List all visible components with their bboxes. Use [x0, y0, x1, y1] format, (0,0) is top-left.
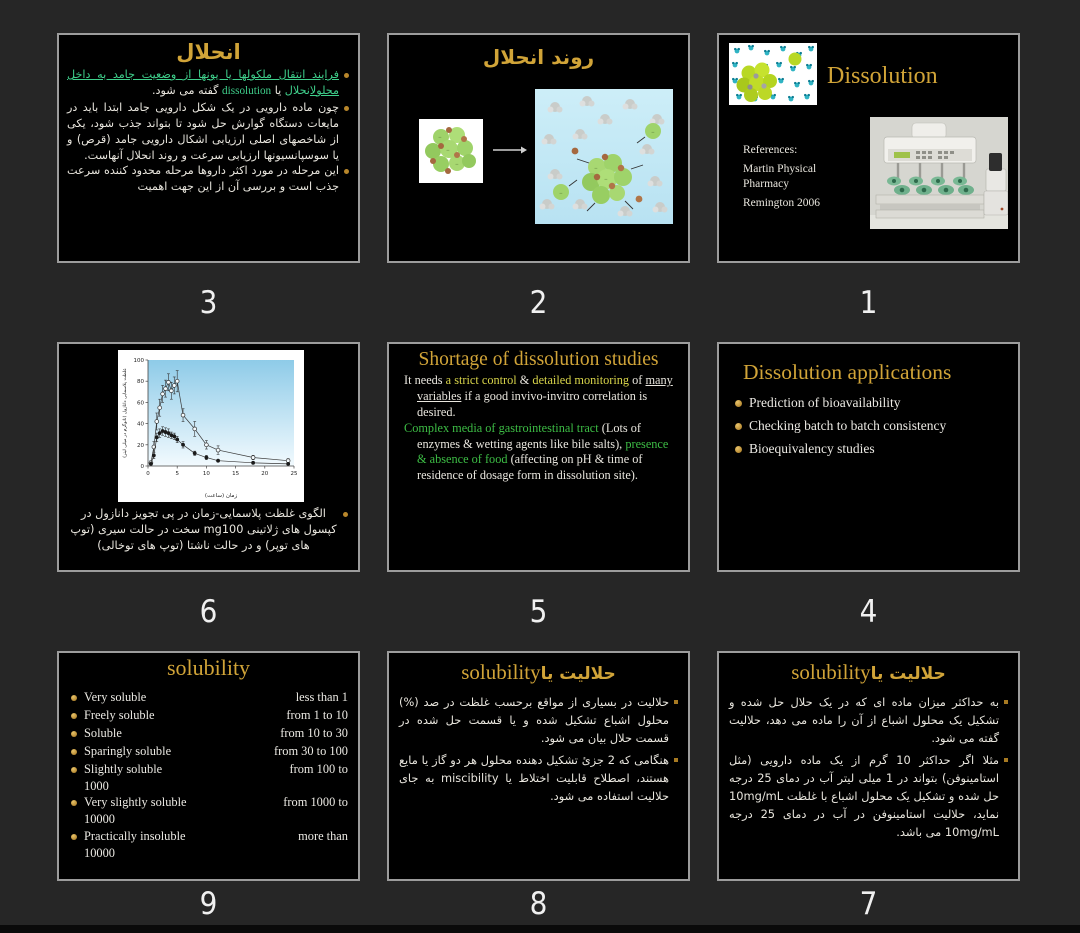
- slide7-bullet-2: مثلا اگر حداکثر 10 گرم از یک ماده دارویی (مثل استامینوفن) بتواند در 1 میلی لیتر آب در دمای 25 درجه حل شده و تشکیل یک محلول اشباع با غلظت 10mg/mL نماید، حلالیت استامینوفن در آب در دمای 25 درجه 10mg/mL می باشد.: [729, 751, 1008, 841]
- table-row-continuation: 1000: [84, 778, 109, 793]
- svg-text:−: −: [446, 148, 450, 154]
- danazol-plasma-chart: [118, 350, 304, 502]
- slide-thumbnail-5[interactable]: [387, 342, 690, 572]
- arrow-icon: [493, 145, 527, 155]
- slide-thumbnail-4[interactable]: [717, 342, 1020, 572]
- svg-text:20: 20: [261, 471, 269, 477]
- slide5-paragraph-2: Complex media of gastrointestinal tract (Lots of enzymes & wetting agents like bile salts), presence & absence of food (affecting on pH & time of residence of dosage form in dissolution site).: [404, 421, 669, 483]
- slide4-bullet-3: Bioequivalency studies: [735, 441, 1018, 457]
- slide8-bullet-1: حلالیت در بسیاری از مواقع برحسب غلظت در صد (%) محلول اشباع تشکیل شده و یا قسمت حل شده در قسمت حلال بیان می شود.: [399, 693, 678, 747]
- slide9-title: solubility: [166, 655, 251, 680]
- svg-text:زمان (ساعت): زمان (ساعت): [204, 493, 238, 499]
- svg-text:0: 0: [140, 464, 144, 470]
- table-row: Practically insoluble more than: [71, 828, 348, 846]
- dissolution-tester-photo: [870, 117, 1008, 229]
- svg-text:20: 20: [137, 442, 144, 449]
- table-row: Very soluble less than 1: [71, 689, 348, 707]
- slide1-references: References: Martin Physical Pharmacy Remington 2006: [743, 144, 820, 209]
- svg-text:15: 15: [232, 471, 240, 477]
- bullet-square-icon: [674, 758, 678, 762]
- bullet-dot-icon: [735, 400, 742, 407]
- slide-thumbnail-1[interactable]: [717, 33, 1020, 263]
- bullet-dot-icon: [71, 731, 77, 737]
- slide3-bullet-2: چون ماده دارویی در یک شکل دارویی جامد ابتدا باید در مایعات دستگاه گوارش حل شود تا بتواند جذب شود، یکی از شاخصهای اصلی ارزیابی اشکال دارویی جامد (قرص) و یا سوسپانسیونها ارزیابی سرعت و روند انحلال آنهاست.: [67, 100, 349, 164]
- svg-text:25: 25: [290, 471, 298, 477]
- bullet-square-icon: [1004, 758, 1008, 762]
- slide6-caption: الگوی غلظت پلاسمایی-زمان در پی تجویز دانازول در کپسول های ژلاتینی mg100 سخت در حالت سیری (توپ های توپر) و در حالت ناشتا (توپ های توخالی): [69, 506, 348, 554]
- bullet-square-icon: [1004, 700, 1008, 704]
- bullet-dot-icon: [343, 512, 348, 517]
- table-row: Sparingly soluble from 30 to 100: [71, 743, 348, 761]
- slide-thumbnail-6[interactable]: [57, 342, 360, 572]
- slide-number-label: 3: [199, 284, 218, 321]
- slide-number-label: 6: [199, 593, 218, 630]
- slide-thumbnail-9[interactable]: [57, 651, 360, 881]
- danazol-chart-svg: [118, 350, 304, 502]
- slide-thumbnail-2[interactable]: [387, 33, 690, 263]
- slide7-title: حلالیت یاsolubility: [791, 660, 946, 684]
- svg-text:10: 10: [202, 471, 210, 477]
- slide-thumbnail-8[interactable]: [387, 651, 690, 881]
- svg-text:0: 0: [146, 471, 150, 477]
- slide-thumbnail-7[interactable]: [717, 651, 1020, 881]
- slide4-bullet-1: Prediction of bioavailability: [735, 395, 1018, 411]
- slide-number-label: 5: [529, 593, 548, 630]
- bullet-dot-icon: [71, 800, 77, 806]
- svg-text:5: 5: [175, 471, 179, 477]
- bullet-dot-icon: [71, 767, 77, 773]
- table-row-continuation: 10000: [84, 812, 115, 827]
- svg-text:غلظت پلاسمایی دانازول (نانوگرم: غلظت پلاسمایی دانازول (نانوگرم در میلی لیتر): [123, 368, 128, 458]
- slide-number-label: 1: [859, 284, 878, 321]
- slide1-title: Dissolution: [827, 63, 938, 89]
- slide3-bullet-1: فرایند انتقال ملکولها یا یونها از وضعیت جامد به داخل محلولانحلال یا dissolution گفته می شود.: [67, 67, 349, 100]
- dissolving-ions-image: [535, 89, 673, 224]
- svg-text:−: −: [651, 130, 655, 136]
- slide5-paragraph-1: It needs a strict control & detailed monitoring of many variables if a good invivo-invitro correlation is desired.: [404, 373, 673, 419]
- slide9-solubility-table: [59, 681, 358, 861]
- slide8-title: حلالیت یاsolubility: [461, 660, 616, 684]
- slide-thumbnail-3[interactable]: [57, 33, 360, 263]
- slide8-bullet-2: هنگامی که 2 جزئ تشکیل دهنده محلول هر دو گاز یا مایع هستند، اصطلاح قابلیت اختلاط یا miscibility به جای حلالیت استفاده می شود.: [399, 751, 678, 805]
- slide3-bullet-3: این مرحله در مورد اکثر داروها مرحله محدود کننده سرعت جذب است و بررسی آن از این جهت اهمیت: [67, 163, 349, 195]
- slide2-title: روند انحلال: [482, 45, 595, 69]
- bottom-black-bar: [0, 925, 1080, 933]
- slide3-title: انحلال: [176, 40, 241, 64]
- bullet-dot-icon: [735, 423, 742, 430]
- table-row: Very slightly soluble from 1000 to: [71, 794, 348, 812]
- svg-text:−: −: [559, 191, 563, 197]
- bullet-dot-icon: [71, 713, 77, 719]
- table-row-continuation: 10000: [84, 845, 115, 860]
- bullet-dot-icon: [344, 169, 349, 174]
- bullet-dot-icon: [71, 834, 77, 840]
- slide-number-label: 7: [859, 886, 878, 922]
- bullet-dot-icon: [71, 695, 77, 701]
- slide5-title: Shortage of dissolution studies: [418, 349, 659, 370]
- slide4-title: Dissolution applications: [743, 360, 952, 384]
- table-row: Slightly soluble from 100 to: [71, 761, 348, 779]
- slide-number-label: 2: [529, 284, 548, 321]
- crystal-in-water-image: [729, 43, 817, 105]
- svg-text:−: −: [438, 135, 442, 141]
- bullet-dot-icon: [735, 446, 742, 453]
- bullet-square-icon: [674, 700, 678, 704]
- svg-text:−: −: [594, 166, 598, 172]
- slide7-bullet-1: به حداکثر میزان ماده ای که در یک حلال حل شده و تشکیل یک محلول اشباع از آن را ماده می دهد، حلالیت گفته می شود.: [729, 693, 1008, 747]
- slide-number-label: 8: [529, 886, 548, 922]
- slide4-bullet-2: Checking batch to batch consistency: [735, 418, 1018, 434]
- crystal-lattice-image: [419, 119, 483, 183]
- svg-text:80: 80: [137, 379, 144, 386]
- svg-text:100: 100: [133, 358, 144, 364]
- slide-number-label: 4: [859, 593, 878, 630]
- table-row: Soluble from 10 to 30: [71, 725, 348, 743]
- svg-text:60: 60: [137, 400, 144, 407]
- svg-text:−: −: [455, 162, 459, 168]
- table-row: Freely soluble from 1 to 10: [71, 707, 348, 725]
- slide-number-label: 9: [199, 886, 218, 922]
- svg-text:40: 40: [137, 421, 144, 428]
- svg-text:−: −: [604, 177, 608, 183]
- bullet-dot-icon: [344, 106, 349, 111]
- bullet-dot-icon: [344, 73, 349, 78]
- bullet-dot-icon: [71, 749, 77, 755]
